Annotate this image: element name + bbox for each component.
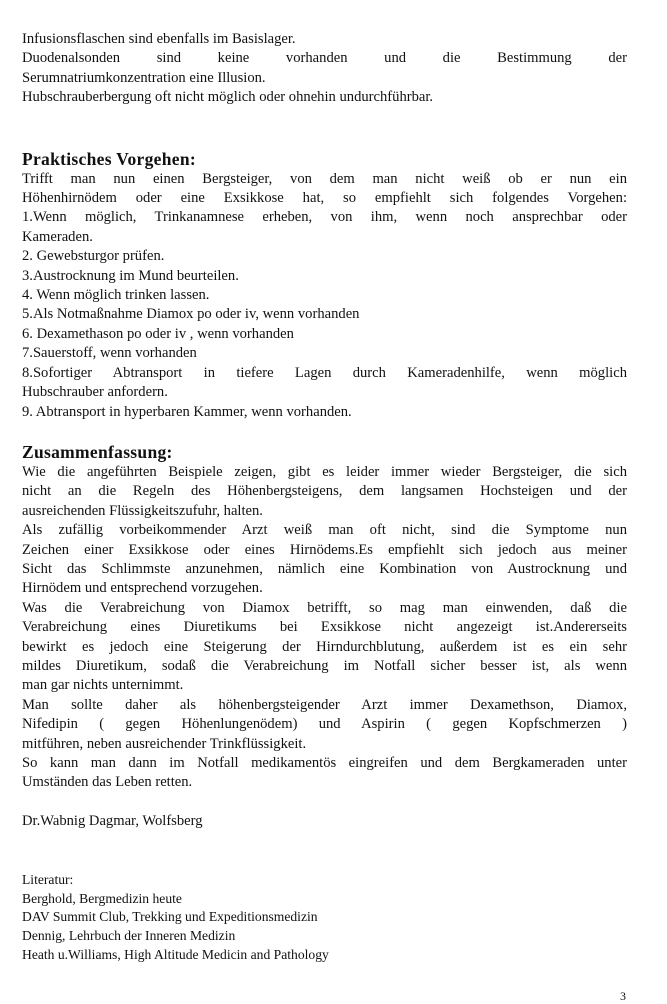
literature-item: Heath u.Williams, High Altitude Medicin and Pathology [22,946,329,962]
document-page [22,30,627,964]
intro-block [22,30,627,108]
literature-heading: Literatur: [22,872,74,888]
text-line: 2. Gewebsturgor prüfen. [22,248,165,265]
text-line: Umständen das Leben retten. [22,774,193,791]
text-line: mitführen, neben ausreichender Trinkflüssigkeit. [22,735,307,752]
text-line: ausreichenden Flüssigkeitszufuhr, halten. [22,502,263,519]
section-summary [22,441,627,793]
text-line: So kann man dann im Notfall medikamentös eingreifen und dem Bergkameraden unter [22,755,627,771]
section-heading: Zusammenfassung: [22,441,173,462]
text-line: Zeichen einer Exsikkose oder eines Hirnödems.Es empfiehlt sich jedoch aus meiner [22,541,627,558]
text-line: 8.Sofortiger Abtransport in tiefere Lagen durch Kameradenhilfe, wenn möglich [22,364,627,381]
literature-list [22,871,627,964]
text-line: 7.Sauerstoff, wenn vorhanden [22,345,197,362]
text-line: bewirkt es jedoch eine Steigerung der Hirndurchblutung, außerdem ist es ein sehr [22,638,627,655]
text-line: Als zufällig vorbeikommender Arzt weiß man oft nicht, sind die Symptome nun [22,522,627,539]
text-line: man gar nichts unternimmt. [22,677,184,694]
text-line: Trifft man nun einen Bergsteiger, von dem man nicht weiß ob er nun ein [22,170,627,187]
text-line: 1.Wenn möglich, Trinkanamnese erheben, von ihm, wenn noch ansprechbar oder [22,209,627,226]
text-line: 6. Dexamethason po oder iv , wenn vorhanden [22,325,294,342]
text-line: 5.Als Notmaßnahme Diamox po oder iv, wenn vorhanden [22,306,360,323]
text-line: Kameraden. [22,228,93,245]
author-signature: Dr.Wabnig Dagmar, Wolfsberg [22,812,203,829]
text-line: Nifedipin ( gegen Höhenlungenödem) und Aspirin ( gegen Kopfschmerzen ) [22,716,627,733]
section-practical [22,148,627,422]
text-line: nicht an die Regeln des Höhenbergsteigens, dem langsamen Hochsteigen und der [22,483,627,500]
text-line: Serumnatriumkonzentration eine Illusion. [22,69,266,86]
text-line: mildes Diuretikum, sodaß die Verabreichung im Notfall sicher besser ist, als wenn [22,657,627,674]
literature-item: Dennig, Lehrbuch der Inneren Medizin [22,928,236,943]
page-number: 3 [620,989,626,1003]
text-line: Verabreichung eines Diuretikums bei Exsikkose nicht angezeigt ist.Andererseits [22,619,627,636]
text-line: 4. Wenn möglich trinken lassen. [22,287,210,304]
section-heading: Praktisches Vorgehen: [22,148,197,169]
text-line: Hubschrauberbergung oft nicht möglich oder ohnehin undurchführbar. [22,89,434,106]
text-line: Duodenalsonden sind keine vorhanden und die Bestimmung der [22,50,627,67]
literature-item: Berghold, Bergmedizin heute [22,890,182,906]
text-line: Hubschrauber anfordern. [22,384,168,401]
literature-item: DAV Summit Club, Trekking und Expeditionsmedizin [22,909,318,925]
text-line: Sicht das Schlimmste anzunehmen, nämlich eine Kombination von Austrocknung und [22,560,627,577]
text-line: Wie die angeführten Beispiele zeigen, gibt es leider immer wieder Bergsteiger, die sich [22,463,627,480]
text-line: Man sollte daher als höhenbergsteigender Arzt immer Dexamethson, Diamox, [22,696,627,713]
text-line: Was die Verabreichung von Diamox betrifft, so mag man einwenden, daß die [22,599,627,616]
text-line: Infusionsflaschen sind ebenfalls im Basislager. [22,31,296,47]
text-line: Hirnödem und entsprechend vorzugehen. [22,580,263,597]
text-line: 3.Austrocknung im Mund beurteilen. [22,267,239,284]
text-line: Höhenhirnödem oder eine Exsikkose hat, so empfiehlt sich folgendes Vorgehen: [22,190,627,207]
text-line: 9. Abtransport in hyperbaren Kammer, wenn vorhanden. [22,403,352,420]
